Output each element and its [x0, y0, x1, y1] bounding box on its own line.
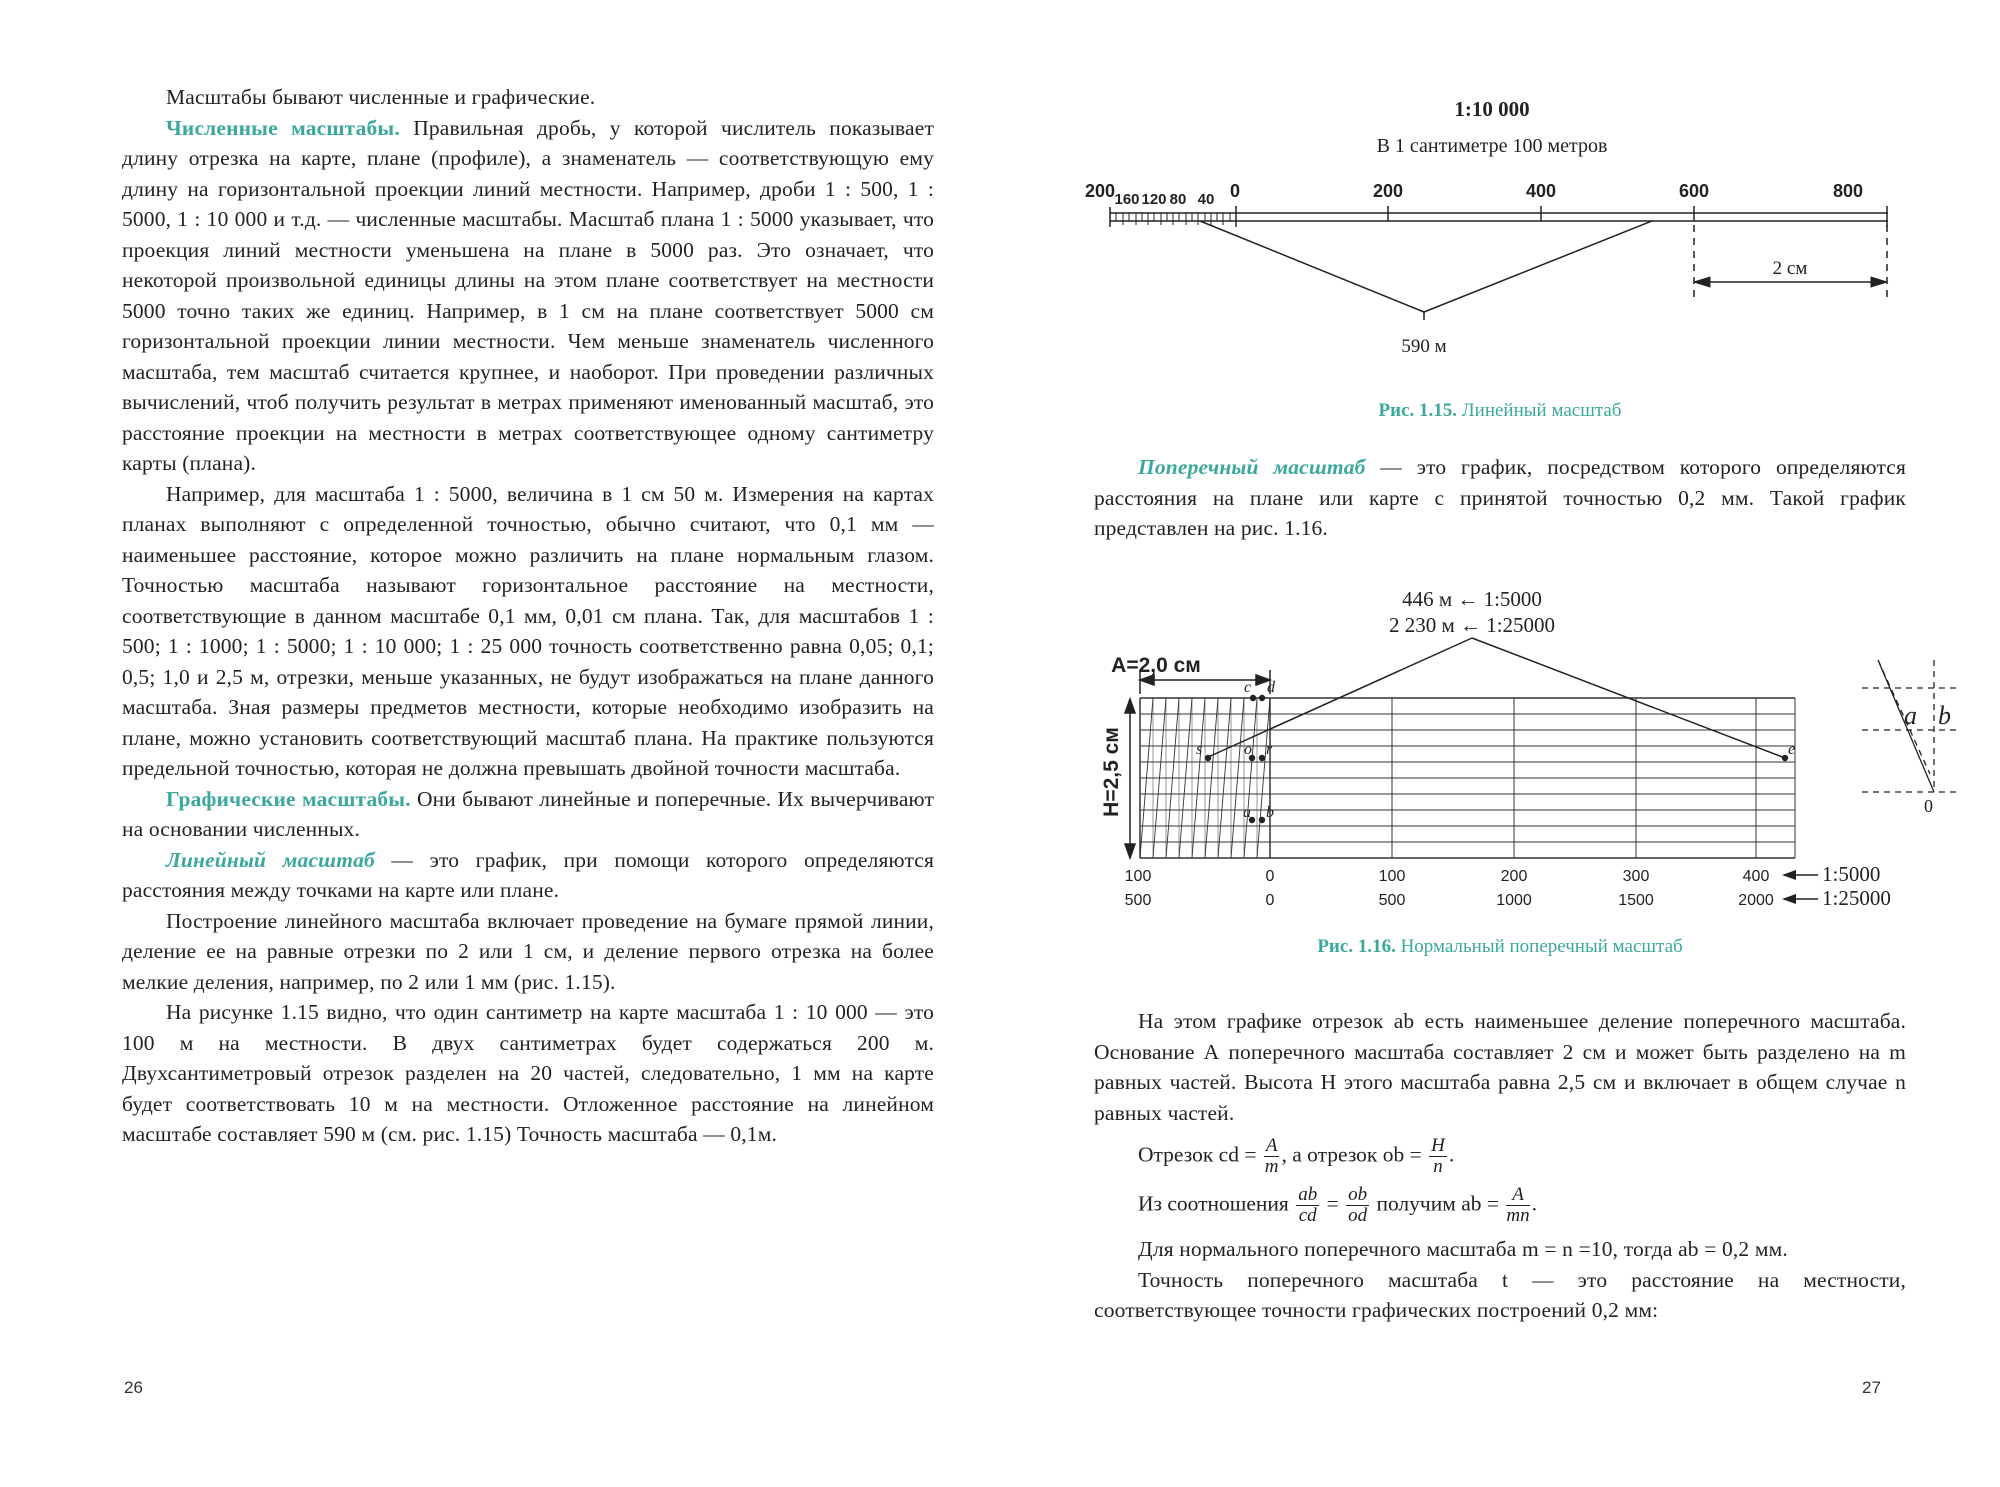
scale-value-5000: 400: [1742, 868, 1770, 885]
arrow-head: [1782, 894, 1796, 904]
paragraph: Масштабы бывают численные и графические.: [166, 85, 596, 109]
tick-label: 0: [1229, 181, 1241, 201]
fig116-a-label: A=2,0 см: [1111, 654, 1201, 677]
tick-label: 120: [1141, 191, 1167, 208]
point-label: r: [1266, 741, 1273, 758]
fig115-dim: 2 см: [1772, 258, 1808, 279]
points: [1196, 679, 1795, 823]
formula-cd-ob: Отрезок cd = $\frac{A}{m}$ , а отрезок ob = $\frac{H}{n}$ .: [1138, 1135, 1455, 1177]
point-marker: [1259, 817, 1265, 823]
paragraph: Поперечный масштаб — это график, посредством которого определяются расстояния на плане или карте с принятой точностью 0,2 мм. Такой график представлен на рис. 1.16.: [1094, 455, 1906, 540]
tick-label: 80: [1169, 191, 1187, 208]
point-label: b: [1266, 804, 1274, 821]
paragraph: На рисунке 1.15 видно, что один сантиметр на карте масштаба 1 : 10 000 — это 100 м на местности. В двух сантиметрах будет содержаться 200 м. Двухсантиметровый отрезок разделен на 20 частей, следовательно, 1 мм на карте будет соответствовать 10 м на местности. Отложенное расстояние на линейном масштабе составляет 590 м (см. рис. 1.15) Точность масштаба — 0,1м.: [122, 1000, 934, 1146]
scale-ratio-label: 1:5000: [1822, 862, 1881, 886]
tick-label: 400: [1525, 181, 1557, 201]
scale-value-25000: 500: [1124, 892, 1152, 909]
tick-label: 160: [1114, 191, 1140, 208]
paragraph: Например, для масштаба 1 : 5000, величина в 1 см 50 м. Измерения на картах планах выполняют с определенной точностью, обычно считают, что 0,1 мм — наименьшее расстояние, которое можно различить на плане нормальным глазом. Точностью масштаба называют горизонтальное расстояние на местности, соответствующие в данном масштабе 0,1 мм, 0,01 см плана. Так, для масштабов 1 : 500; 1 : 1000; 1 : 5000; 1 : 10 000; 1 : 25 000 точность соответственно равна 0,05; 0,1; 0,5; 1,0 и 2,5 м, отрезки, меньше указанных, не будут изображаться на плане данного масштаба. Зная размеры предметов местности, которые необходимо изобразить на плане, можно установить соответствующий масштаб плана. На практике пользуются предельной точностью, которая не должна превышать двойной точности масштаба.: [122, 481, 934, 780]
tick-label: 800: [1832, 181, 1864, 201]
paragraph: Численные масштабы. Правильная дробь, у которой числитель показывает длину отрезка на карте, плане (профиле), а знаменатель — соответствующую ему длину на горизонтальной проекции линий местности. Например, дроби 1 : 500, 1 : 5000, 1 : 10 000 и т.д. — численные масштабы. Масштаб плана 1 : 5000 указывает, что проекция линий местности уменьшена на плане в 5000 раз. Это означает, что некоторой произвольной единицы длины на этом плане соответствует на местности 5000 точно таких же единиц. Например, в 1 см на плане соответствует 5000 см горизонтальной проекции линии местности. Чем меньше знаменатель численного масштаба, тем масштаб считается крупнее, и наоборот. При проведении различных вычислений, чтоб получить результат в метрах применяют именованный масштаб, это расстояние проекции на местности в метрах соответствующее одному сантиметру карты (плана).: [122, 115, 934, 475]
tick-label: 200: [1372, 181, 1404, 201]
paragraph: Линейный масштаб — это график, при помощи которого определяются расстояния между точками на карте или плане.: [122, 847, 934, 902]
left-text-body: [122, 82, 934, 1150]
point-label: d: [1267, 679, 1275, 696]
scale-value-5000: 300: [1622, 868, 1650, 885]
fig116-h-label: H=2,5 см: [1100, 727, 1123, 817]
term-graphic-scales: Графические масштабы.: [166, 786, 411, 811]
dimension-lines: [1125, 638, 1785, 858]
point-label: a: [1243, 804, 1251, 821]
scale-value-25000: 1000: [1496, 892, 1532, 909]
transverse-grid: [1140, 698, 1795, 858]
formula-ratio: Из соотношения $\frac{ab}{cd}$ = $\frac{ob}{od}$ получим ab = $\frac{A}{mn}$ .: [1138, 1184, 1537, 1226]
scale-bar: [1110, 206, 1888, 320]
paragraph: Для нормального поперечного масштаба m = n =10, тогда ab = 0,2 мм.: [1138, 1237, 1788, 1261]
point-marker: [1259, 695, 1265, 701]
tick-label: 40: [1197, 191, 1215, 208]
fig115-caption: Рис. 1.15. Линейный масштаб: [1378, 400, 1622, 421]
fig116-top1: 446 м ← 1:5000: [1402, 587, 1542, 611]
paragraph: Построение линейного масштаба включает проведение на бумаге прямой линии, деление ее на равные отрезки по 2 или 1 см, и деление первого отрезка на более мелкие деления, например, по 2 или 1 мм (рис. 1.15).: [122, 908, 934, 994]
arrow-head: [1782, 870, 1796, 880]
point-label: s: [1196, 741, 1203, 758]
fig115-measure: 590 м: [1401, 336, 1447, 357]
tick-label: 200: [1084, 181, 1116, 201]
scale-value-25000: 0: [1265, 892, 1275, 909]
paragraph: Графические масштабы. Они бывают линейные и поперечные. Их вычерчивают на основании численных.: [122, 786, 934, 841]
scale-value-5000: 0: [1265, 868, 1275, 885]
point-label: e: [1788, 741, 1796, 758]
fig115-subtitle: В 1 сантиметре 100 метров: [1376, 135, 1608, 157]
term-linear-scale: Линейный масштаб: [166, 847, 375, 872]
point-marker: [1205, 755, 1211, 761]
inset-b: b: [1938, 701, 1951, 730]
bottom-labels: [1125, 862, 1891, 910]
inset-a: a: [1904, 701, 1917, 730]
paragraph: На этом графике отрезок ab есть наименьшее деление поперечного масштаба. Основание А поперечного масштаба составляет 2 см и может быть разделено на m равных частей. Высота Н этого масштаба равна 2,5 см и включает в общем случае n равных частей.: [1094, 1009, 1906, 1125]
inset-zero: 0: [1924, 796, 1933, 816]
term-numeric-scales: Численные масштабы.: [166, 115, 400, 140]
scale-value-25000: 2000: [1738, 892, 1774, 909]
page-number-right: 27: [1862, 1378, 1881, 1397]
tick-label: 600: [1678, 181, 1710, 201]
point-label: o: [1244, 741, 1252, 758]
scale-value-25000: 1500: [1618, 892, 1654, 909]
figure-transverse-scale: [1000, 582, 2000, 922]
scale-value-5000: 100: [1378, 868, 1406, 885]
scale-value-5000: 200: [1500, 868, 1528, 885]
paragraph: Точность поперечного масштаба t — это расстояние на местности, соответствующее точности графических построений 0,2 мм:: [1094, 1267, 1906, 1322]
transverse-intro: [1094, 452, 1906, 544]
point-label: c: [1244, 679, 1252, 696]
right-page: [1000, 0, 2000, 1487]
point-marker: [1259, 755, 1265, 761]
fig115-scale: 1:10 000: [1454, 97, 1530, 121]
fig116-top2: 2 230 м ← 1:25000: [1388, 613, 1556, 637]
right-text-body: [1094, 1006, 1906, 1326]
fig116-caption: Рис. 1.16. Нормальный поперечный масштаб: [1317, 936, 1683, 957]
term-transverse-scale: Поперечный масштаб: [1138, 455, 1366, 479]
scale-value-25000: 500: [1378, 892, 1406, 909]
scale-ratio-label: 1:25000: [1822, 886, 1891, 910]
page-number-left: 26: [124, 1378, 143, 1397]
figure-linear-scale: [1000, 80, 2000, 440]
scale-value-5000: 100: [1124, 868, 1152, 885]
